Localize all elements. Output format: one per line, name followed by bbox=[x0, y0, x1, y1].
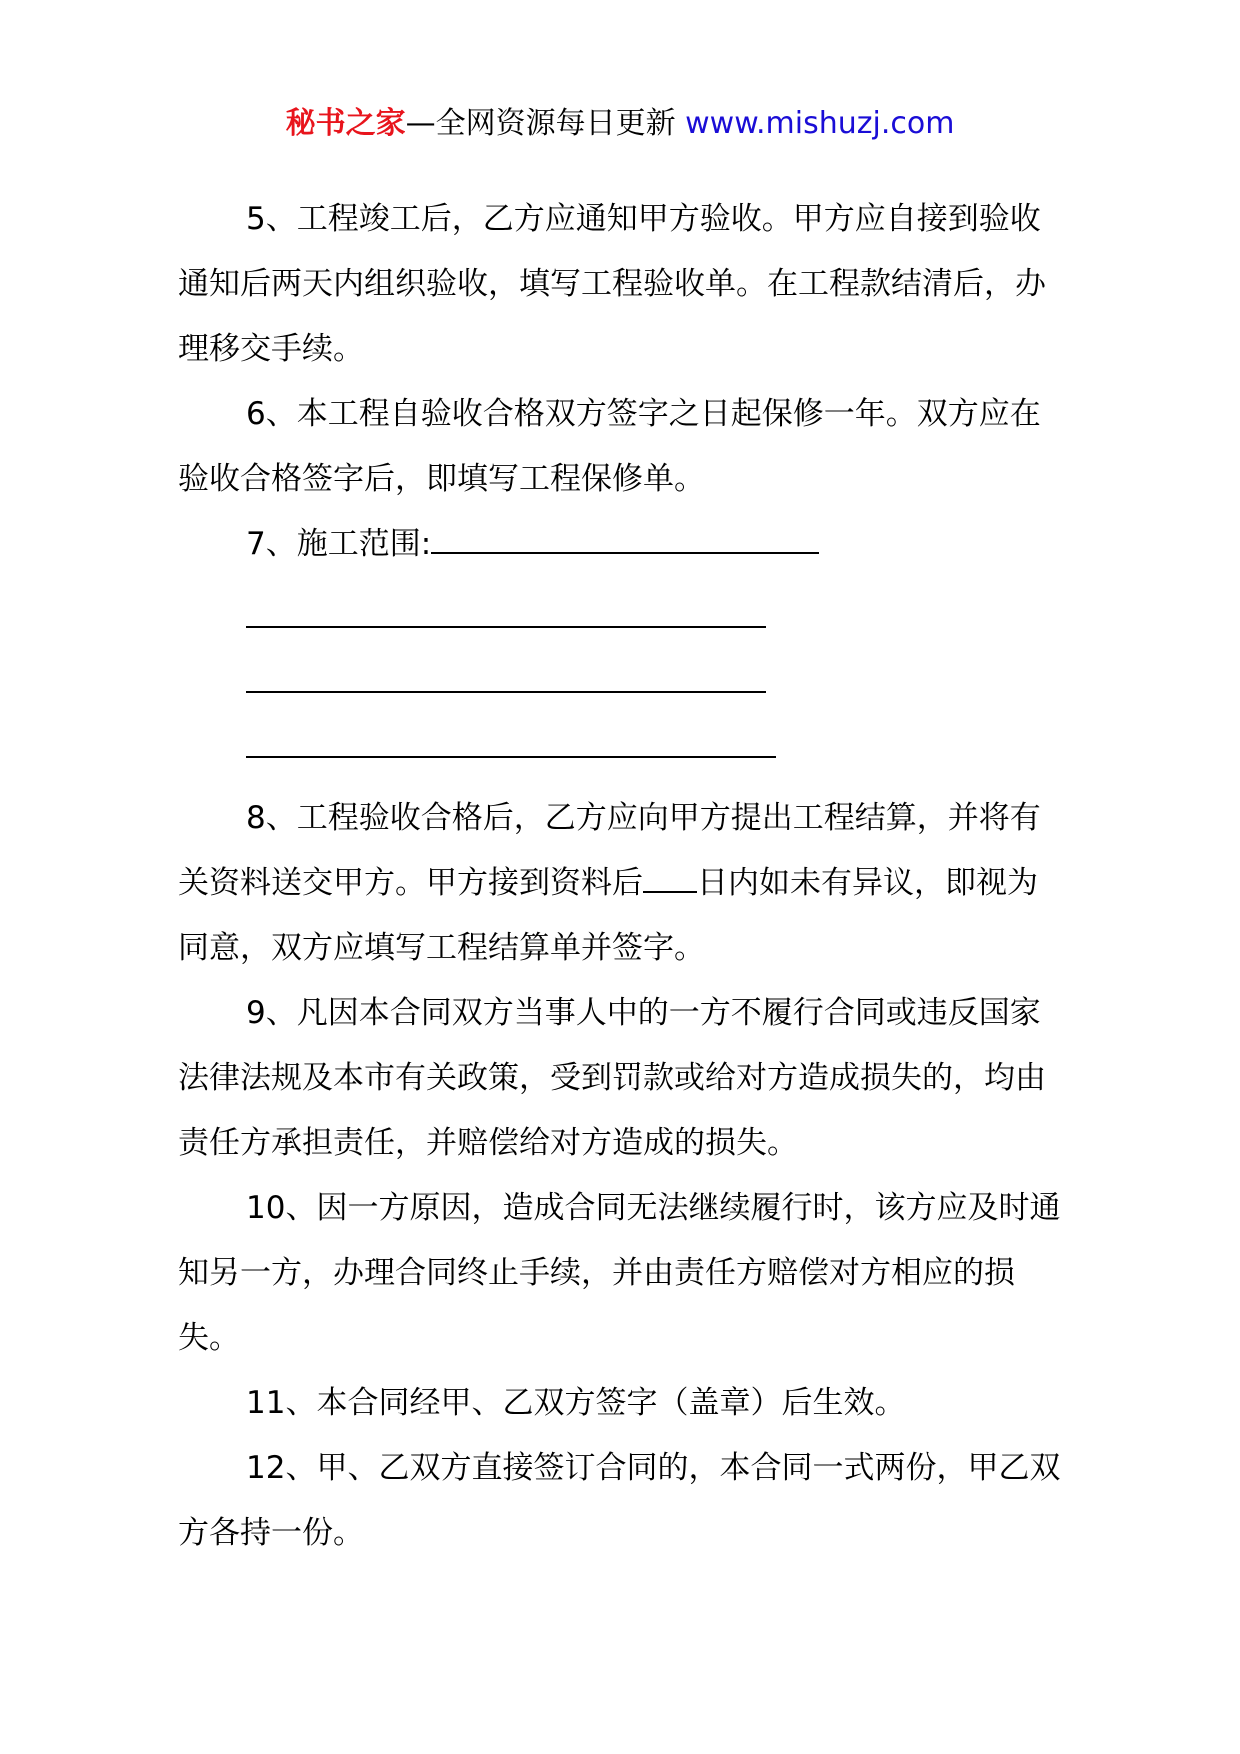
clause-9: 9、凡因本合同双方当事人中的一方不履行合同或违反国家法律法规及本市有关政策，受到罚款或给对方造成损失的，均由责任方承担责任，并赔偿给对方造成的损失。 bbox=[178, 995, 1046, 1161]
page-header bbox=[0, 100, 1240, 148]
scope-line-1 bbox=[178, 577, 1063, 642]
days-blank bbox=[643, 861, 697, 893]
clause-7 bbox=[178, 512, 1063, 577]
header-tagline: 全网资源每日更新 bbox=[435, 106, 686, 141]
header-dash: — bbox=[405, 106, 436, 141]
clause-12: 12、甲、乙双方直接签订合同的，本合同一式两份，甲乙双方各持一份。 bbox=[178, 1450, 1061, 1551]
clause-8-after: 日内如未有异议，即视为同意，双方应填写工程结算单并签字。 bbox=[178, 865, 1038, 966]
clause-8-before: 8、工程验收合格后，乙方应向甲方提出工程结算，并将有关资料送交甲方。甲方接到资料后 bbox=[178, 800, 1041, 901]
document-body bbox=[178, 187, 1063, 1566]
construction-scope-blank bbox=[431, 522, 819, 554]
clause-10: 10、因一方原因，造成合同无法继续履行时，该方应及时通知另一方，办理合同终止手续，并由责任方赔偿对方相应的损失。 bbox=[178, 1190, 1061, 1356]
clause-7-label: 7、施工范围: bbox=[246, 526, 432, 562]
site-brand: 秘书之家 bbox=[285, 106, 406, 141]
scope-line-2 bbox=[178, 642, 1063, 707]
clause-8 bbox=[178, 786, 1063, 981]
site-url-link[interactable]: www.mishuzj.com bbox=[685, 106, 955, 141]
clause-5: 5、工程竣工后，乙方应通知甲方验收。甲方应自接到验收通知后两天内组织验收，填写工程验收单。在工程款结清后，办理移交手续。 bbox=[178, 201, 1046, 367]
scope-line-3 bbox=[178, 707, 1063, 772]
clause-11: 11、本合同经甲、乙双方签字（盖章）后生效。 bbox=[246, 1385, 906, 1421]
clause-6: 6、本工程自验收合格双方签字之日起保修一年。双方应在验收合格签字后，即填写工程保修单。 bbox=[178, 396, 1041, 497]
